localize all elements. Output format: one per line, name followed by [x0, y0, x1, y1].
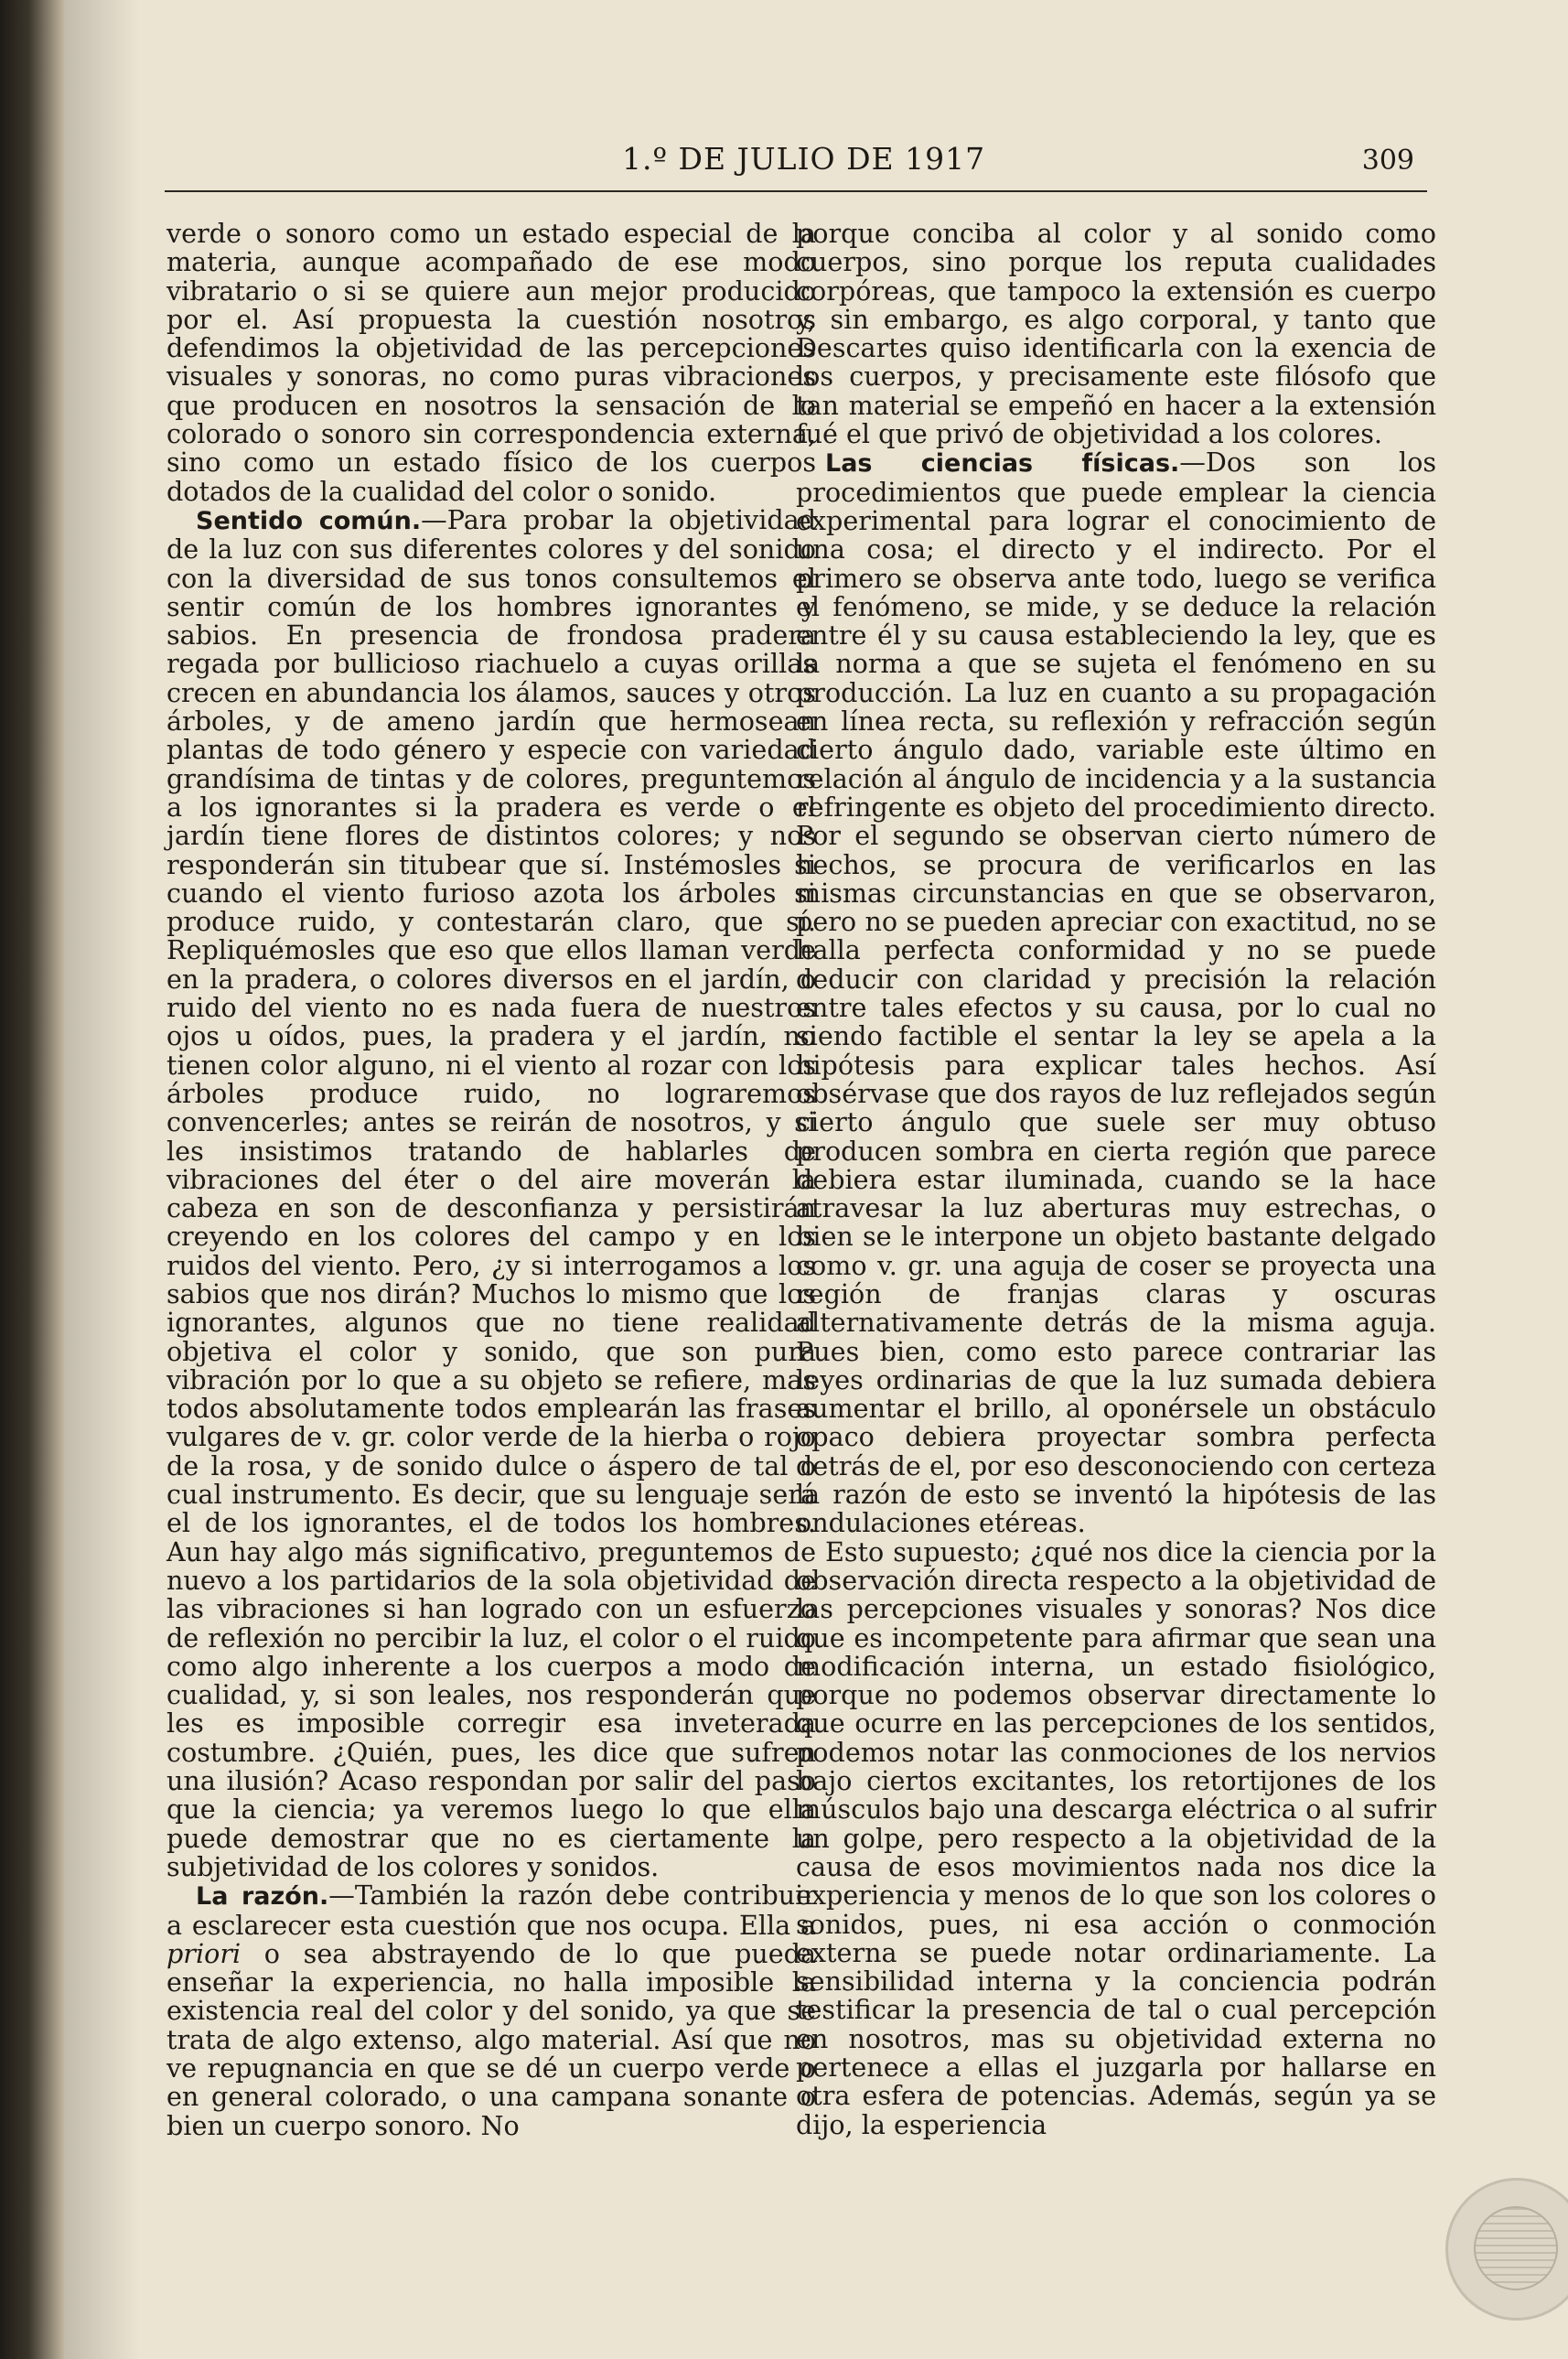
page-header — [165, 137, 1427, 192]
page-number: 309 — [1361, 145, 1414, 177]
right-paragraph-3: Esto supuesto; ¿qué nos dice la ciencia por la observación directa respecto a la objetividad de las percepciones visuales y sonoras? Nos dice que es incompetente para afirmar que sean una modificación interna, un estado fisiológico, porque no podemos observar directamente lo que ocurre en las percepciones de los sentidos, podemos notar las conmociones de los nervios bajo ciertos excitantes, los retortijones de los músculos bajo una descarga eléctrica o al sufrir un golpe, pero respecto a la objetividad de la causa de esos movimientos nada nos dice la experiencia y menos de lo que son los colores o sonidos, pues, ni esa acción o conmoción externa se puede notar ordinariamente. La sensibilidad interna y la conciencia podrán testificar la presencia de tal o cual percepción en nosotros, mas su objetividad externa no pertenece a ellas el juzgarla por hallarse en otra esfera de potencias. Además, según ya se dijo, la esperiencia — [796, 1535, 1436, 2140]
section-heading-la-razon: La razón. — [196, 1882, 329, 1912]
left-paragraph-3-italic: priori — [166, 1937, 242, 1969]
library-stamp-seal — [1445, 2178, 1568, 2321]
page-date-title: 1.º DE JULIO DE 1917 — [622, 141, 986, 177]
right-paragraph-1: porque conciba al color y al sonido como cuerpos, sino porque los reputa cualidades corpóreas, que tampoco la extensión es cuerpo y, sin embargo, es algo corporal, y tanto que Descartes quiso identificarla con la exencia de los cuerpos, y precisamente este filósofo que tan material se empeñó en hacer a la extensión fué el que privó de objetividad a los colores. — [796, 218, 1436, 450]
right-column — [796, 220, 1436, 2139]
left-paragraph-3-text-a: —También la razón debe contribuir a esclarecer esta cuestión que nos ocupa. Ella a — [166, 1880, 816, 1941]
section-heading-sentido-comun: Sentido común. — [196, 506, 422, 535]
right-paragraph-2-text: —Dos son los procedimientos que puede emplear la ciencia experimental para lograr el conocimiento de una cosa; el directo y el indirecto. Por el primero se observa ante todo, luego se verifica el fenómeno, se mide, y se deduce la relación entre él y su causa estableciendo la ley, que es la norma a que se sujeta el fenómeno en su producción. La luz en cuanto a su propagación en línea recta, su reflexión y refracción según cierto ángulo dado, variable este último en relación al ángulo de incidencia y a la sustancia refringente es objeto del procedimiento directo. Por el segundo se observan cierto número de hechos, se procura de verificarlos en las mismas circunstancias en que se observaron, pero no se pueden apreciar con exactitud, no se halla perfecta conformidad y no se puede deducir con claridad y precisión la relación entre tales efectos y su causa, por lo cual no siendo factible el sentar la ley se apela a la hipótesis para explicar tales hechos. Así obsérvase que dos rayos de luz reflejados según cierto ángulo que suele ser muy obtuso producen sombra en cierta región que parece debiera estar iluminada, cuando se la hace atravesar la luz aberturas muy estrechas, o bien se le interpone un objeto bastante delgado como v. gr. una aguja de coser se proyecta una región de franjas claras y oscuras alternativamente detrás de la misma aguja. Pues bien, como esto parece contrariar las leyes ordinarias de que la luz sumada debiera aumentar el brillo, al oponérsele un obstáculo opaco debiera proyectar sombra perfecta detrás de el, por eso desconociendo con certeza la razón de esto se inventó la hipótesis de las ondulaciones etéreas. — [796, 447, 1436, 1539]
document-page — [64, 0, 1568, 2359]
section-heading-ciencias-fisicas: Las ciencias físicas. — [825, 449, 1180, 479]
left-paragraph-2-text: —Para probar la objetividad de la luz con sus diferentes colores y del sonido con la diversidad de sus tonos consultemos el sentir común de los hombres ignorantes y sabios. En presencia de frondosa pradera regada por bullicioso riachuelo a cuyas orillas crecen en abundancia los álamos, sauces y otros árboles, y de ameno jardín que hermosean plantas de todo género y especie con variedad grandísima de tintas y de colores, preguntemos a los ignorantes si la pradera es verde o el jardín tiene flores de distintos colores; y nos responderán sin titubear que sí. Instémosles si cuando el viento furioso azota los árboles si produce ruido, y contestarán claro, que sí. Repliquémosles que eso que ellos llaman verde en la pradera, o colores diversos en el jardín, o ruido del viento no es nada fuera de nuestros ojos u oídos, pues, la pradera y el jardín, no tienen color alguno, ni el viento al rozar con los árboles produce ruido, no lograremos convencerles; antes se reirán de nosotros, y si les insistimos tratando de hablarles de vibraciones del éter o del aire moverán la cabeza en son de desconfianza y persistirán creyendo en los colores del campo y en los ruidos del viento. Pero, ¿y si interrogamos a los sabios que nos dirán? Muchos lo mismo que los ignorantes, algunos que no tiene realidad objetiva el color y sonido, que son pura vibración por lo que a su objeto se refiere, mas todos absolutamente todos emplearán las frases vulgares de v. gr. color verde de la hierba o rojo de la rosa, y de sonido dulce o áspero de tal o cual instrumento. Es decir, que su lenguaje será el de los ignorantes, el de todos los hombres. Aun hay algo más significativo, preguntemos de nuevo a los partidarios de la sola objetividad de las vibraciones si han logrado con un esfuerzo de reflexión no percibir la luz, el color o el ruido como algo inherente a los cuerpos a modo de cualidad, y, si son leales, nos responderán que les es imposible corregir esa inveterada costumbre. ¿Quién, pues, les dice que sufren una ilusión? Acaso respondan por salir del paso que la ciencia; ya veremos luego lo que ella puede demostrar que no es ciertamente la subjetividad de los colores y sonidos. — [166, 503, 816, 1882]
left-paragraph-3-text-b: o sea abstrayendo de lo que pueda enseñar la experiencia, no halla imposible la existencia real del color y del sonido, ya que se trata de algo extenso, algo material. Así que no ve repugnancia en que se dé un cuerpo verde o en general colorado, o una campana sonante o bien un cuerpo sonoro. No — [166, 1937, 816, 2141]
stamp-emblem-icon — [1474, 2206, 1558, 2290]
left-paragraph-2 — [166, 503, 816, 1882]
left-paragraph-3 — [166, 1881, 816, 2140]
right-paragraph-2 — [796, 448, 1436, 1537]
left-paragraph-1: verde o sonoro como un estado especial de la materia, aunque acompañado de ese modo vibratario o si se quiere aun mejor producido por el. Así propuesta la cuestión nosotros defendimos la objetividad de las percepciones visuales y sonoras, no como puras vibraciones que producen en nosotros la sensación de lo colorado o sonoro sin correspondencia externa, sino como un estado físico de los cuerpos dotados de la cualidad del color o sonido. — [166, 218, 816, 507]
left-column — [166, 220, 816, 2140]
